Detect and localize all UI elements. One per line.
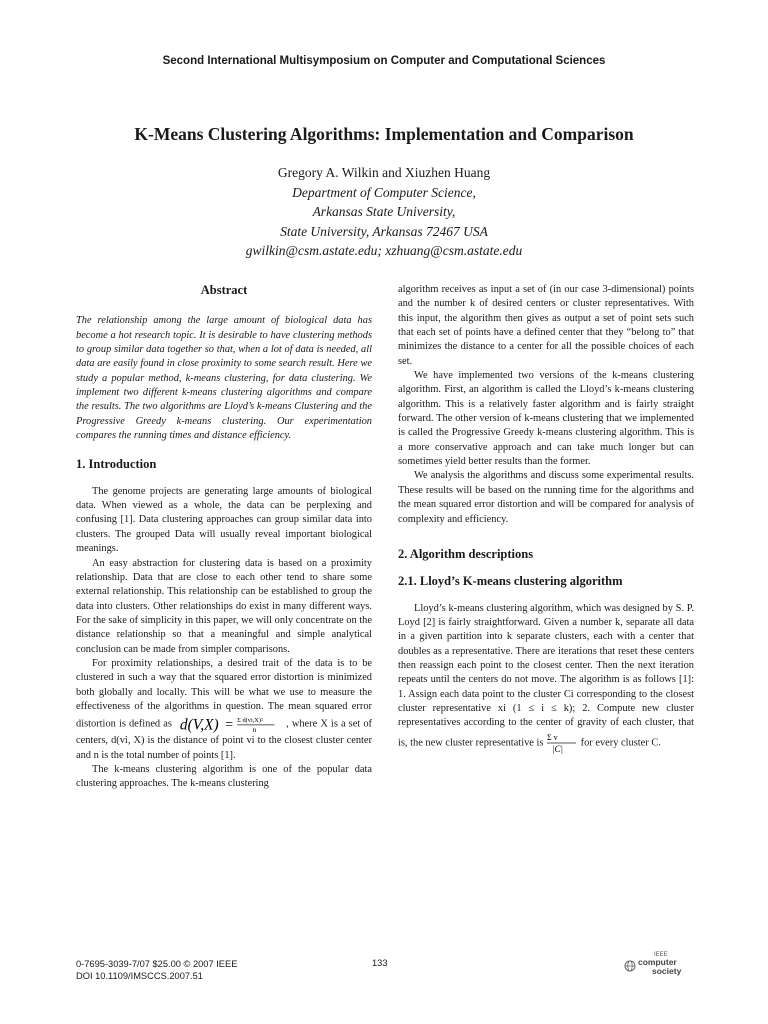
svg-text:Σ d(vi,X)²: Σ d(vi,X)² (237, 717, 263, 725)
abstract-text: The relationship among the large amount of biological data has become a hot research topic. It is desirable to have clustering methods to group similar data together so that, when a lot of data is needed, all data are easily found in close proximity to some search result. Here we study a popular method, k-means clustering, for data clustering. We implement two different k-means clustering algorithms and compare the results. The two algorithms are Lloyd’s k-means Clustering and the Progressive Greedy k-means clustering. Our experimentation compares the running times and distance efficiency. (76, 315, 372, 442)
subsection-heading-lloyd: 2.1. Lloyd’s K-means clustering algorithm (398, 574, 623, 589)
centroid-formula-image (546, 731, 578, 755)
section-heading-introduction: 1. Introduction (76, 457, 157, 472)
logo-society-text (638, 958, 681, 975)
globe-icon (624, 960, 636, 972)
intro-paragraph-3-before: For proximity relationships, a desired trait of the data is to be clustered in such a way that the squared error distortion is minimized both globally and locally. This will be what we use to measure the effectiveness of the algorithms in question. The mean squared error distortion is defined as (76, 657, 372, 730)
right-paragraph-2: We have implemented two versions of the k-means clustering algorithm. First, an algorithm is called the Lloyd’s k-means clustering algorithm. This is a relatively faster algorithm and is fairly straight forward. The other version of k-means clustering that we implemented is called the Progressive Greedy k-means clustering algorithm. This is a more conservative approach and can take much longer but can sometimes yield better results than the former. (398, 370, 694, 468)
footer-doi: DOI 10.1109/IMSCCS.2007.51 (76, 971, 203, 981)
author-department: Department of Computer Science, (292, 184, 476, 200)
mse-formula-image (175, 714, 283, 734)
left-column (76, 283, 372, 792)
logo-computer-text: computer (638, 957, 677, 967)
footer-isbn: 0-7695-3039-7/07 $25.00 © 2007 IEEE (76, 959, 238, 969)
intro-paragraph-1: The genome projects are generating large amounts of biological data. When viewed as a whole, the data can be perplexing and confusing [1]. Data clustering approaches can group similar data into clusters. The grouped Data will usually reveal important biological meanings. (76, 485, 372, 555)
right-column (398, 283, 694, 755)
paper-title: K-Means Clustering Algorithms: Implementation and Comparison (134, 124, 634, 144)
lloyd-paragraph-after: for every cluster C. (580, 737, 661, 749)
svg-text:d(V,X): d(V,X) (179, 716, 219, 734)
abstract-heading: Abstract (200, 283, 248, 297)
logo-society-word: society (652, 965, 682, 976)
author-emails: gwilkin@csm.astate.edu; xzhuang@csm.astate.edu (245, 243, 523, 259)
intro-paragraph-3 (76, 657, 372, 763)
intro-paragraph-2: An easy abstraction for clustering data is based on a proximity relationship. Data that are close to each other tend to share some external relationship. This relationship can be established to group the data into clusters. Other relationships do exist in many different ways. For the sake of simplicity in this paper, we will only concentrate on the distance relationship so that a meaningful and simple analytical conclusion can be made from simpler comparisons. (76, 557, 372, 655)
author-university: Arkansas State University, (312, 204, 456, 220)
page-number: 133 (372, 958, 388, 968)
right-paragraph-1: algorithm receives as input a set of (in our case 3-dimensional) points and the number k of desired centers or cluster representatives. With this input, the algorithm then gives as output a set of point sets such that each set of points have a defined center that they “belong to” that minimizes the distance to a center for all the possible choices of each set. (398, 284, 694, 367)
svg-text:|C|: |C| (552, 743, 563, 754)
lloyd-paragraph-text: Lloyd’s k-means clustering algorithm, which was designed by S. P. Loyd [2] is fairly straightforward. Given a number k, separate all data in a given partition into k separate clusters, each with a center that doubles as a representative. There are iterations that reset these centers then reassign each point to the closest center. Then the next iteration repeats until the centers do not move. The algorithm is as follows [1]: 1. Assign each data point to the cluster Ci corresponding to the closest cluster representative xi (1 ≤ i ≤ k); 2. Compute new cluster representatives according to the center of gravity of each cluster, that is, the new cluster representative is (398, 602, 694, 749)
intro-paragraph-4: The k-means clustering algorithm is one of the popular data clustering approaches. The k-means clustering (76, 763, 372, 790)
footer-copyright (76, 958, 237, 982)
svg-text:n: n (252, 726, 257, 735)
author-block (0, 163, 768, 261)
conference-header: Second International Multisymposium on Computer and Computational Sciences (162, 55, 606, 67)
lloyd-paragraph (398, 602, 694, 755)
intro-paragraph-3-after: , where X is a set of centers, d(vi, X) is the distance of point vi to the closest cluster center and n is the total number of points [1]. (76, 718, 372, 761)
author-names: Gregory A. Wilkin and Xiuzhen Huang (277, 165, 491, 180)
right-paragraph-3: We analysis the algorithms and discuss some experimental results. These results will be based on the running time for the algorithms and the mean squared error distortion and will be compared for analysis of complexity and efficiency. (398, 470, 694, 525)
logo-ieee-text: IEEE (654, 952, 668, 958)
svg-text:=: = (225, 716, 234, 732)
svg-text:Σ v: Σ v (547, 732, 558, 742)
ieee-computer-society-logo (624, 952, 694, 980)
section-heading-algorithms: 2. Algorithm descriptions (398, 546, 534, 561)
author-city: State University, Arkansas 72467 USA (280, 223, 488, 239)
